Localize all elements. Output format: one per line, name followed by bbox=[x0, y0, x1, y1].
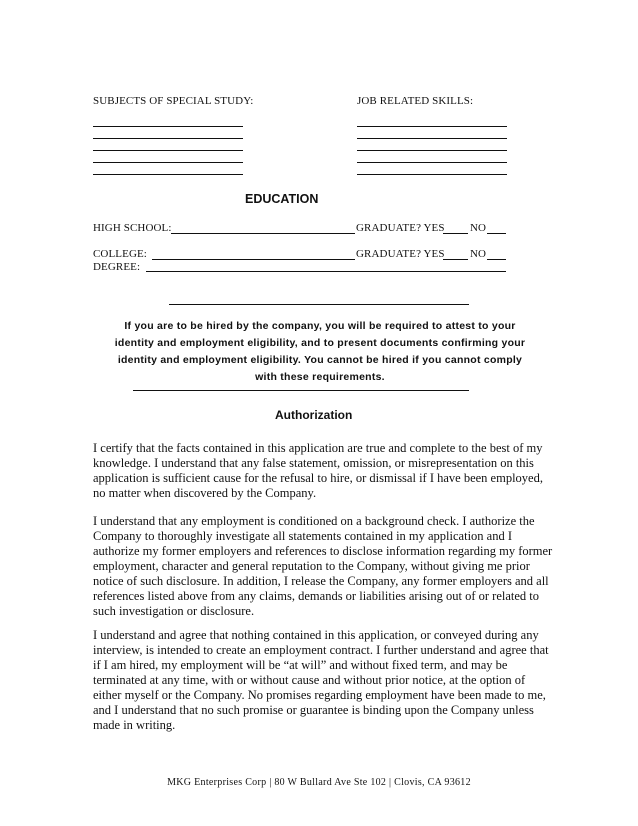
authorization-paragraph-1: I certify that the facts contained in this application are true and complete to the best of my knowledge. I understand that any false statement, omission, or misrepresentation on this application is sufficient cause for the refusal to hire, or dismissal if I have been employed, no matter when discovered by the Company. bbox=[93, 441, 543, 500]
authorization-paragraph-2: I understand that any employment is conditioned on a background check. I authorize the Company to thoroughly investigate all statements contained in my application and I authorize my former employers and references to disclose information regarding my former employment, character and general reputation to the Company, without giving me prior notice of such disclosure. In addition, I release the Company, any former employers and all references listed above from any claims, demands or liabilities arising out of or related to such investigation or disclosure. bbox=[93, 514, 553, 618]
special-study-line-3[interactable] bbox=[93, 150, 243, 151]
job-skills-line-3[interactable] bbox=[357, 150, 507, 151]
notice-line-2: identity and employment eligibility, and to present documents confirming your bbox=[114, 337, 526, 349]
separator-top bbox=[169, 304, 469, 305]
notice-line-4: with these requirements. bbox=[255, 371, 385, 383]
job-skills-label: JOB RELATED SKILLS: bbox=[357, 95, 474, 107]
separator-bottom bbox=[133, 390, 469, 391]
high-school-no-field[interactable] bbox=[487, 233, 506, 234]
high-school-no-label: NO bbox=[470, 222, 487, 234]
eligibility-notice bbox=[92, 318, 548, 386]
authorization-heading: Authorization bbox=[275, 408, 353, 422]
authorization-paragraph-3: I understand and agree that nothing contained in this application, or conveyed during any interview, is intended to create an employment contract. I further understand and agree that if I am hired, my employment will be “at will” and without fixed term, and may be terminated at any time, with or without cause and without prior notice, at the option of either myself or the Company. No promises regarding employment have been made to me, and I understand that no such promise or guarantee is binding upon the Company unless made in writing. bbox=[93, 628, 549, 732]
special-study-line-5[interactable] bbox=[93, 174, 243, 175]
high-school-label: HIGH SCHOOL: bbox=[93, 222, 172, 234]
college-graduate-label: GRADUATE? YES bbox=[356, 248, 445, 260]
job-skills-line-5[interactable] bbox=[357, 174, 507, 175]
high-school-graduate-label: GRADUATE? YES bbox=[356, 222, 445, 234]
job-skills-line-1[interactable] bbox=[357, 126, 507, 127]
college-no-label: NO bbox=[470, 248, 487, 260]
special-study-line-1[interactable] bbox=[93, 126, 243, 127]
notice-line-1: If you are to be hired by the company, you will be required to attest to your bbox=[124, 320, 516, 332]
high-school-yes-field[interactable] bbox=[443, 233, 468, 234]
high-school-field[interactable] bbox=[171, 233, 355, 234]
job-skills-line-4[interactable] bbox=[357, 162, 507, 163]
notice-line-3: identity and employment eligibility. You cannot be hired if you cannot comply bbox=[117, 354, 523, 366]
education-heading: EDUCATION bbox=[245, 192, 319, 206]
special-study-line-2[interactable] bbox=[93, 138, 243, 139]
special-study-line-4[interactable] bbox=[93, 162, 243, 163]
page-footer: MKG Enterprises Corp | 80 W Bullard Ave Ste 102 | Clovis, CA 93612 bbox=[167, 777, 471, 788]
college-yes-field[interactable] bbox=[443, 259, 468, 260]
special-study-label: SUBJECTS OF SPECIAL STUDY: bbox=[93, 95, 254, 107]
degree-field[interactable] bbox=[146, 271, 506, 272]
college-field[interactable] bbox=[152, 259, 355, 260]
degree-label: DEGREE: bbox=[93, 261, 141, 273]
college-no-field[interactable] bbox=[487, 259, 506, 260]
job-skills-line-2[interactable] bbox=[357, 138, 507, 139]
college-label: COLLEGE: bbox=[93, 248, 147, 260]
